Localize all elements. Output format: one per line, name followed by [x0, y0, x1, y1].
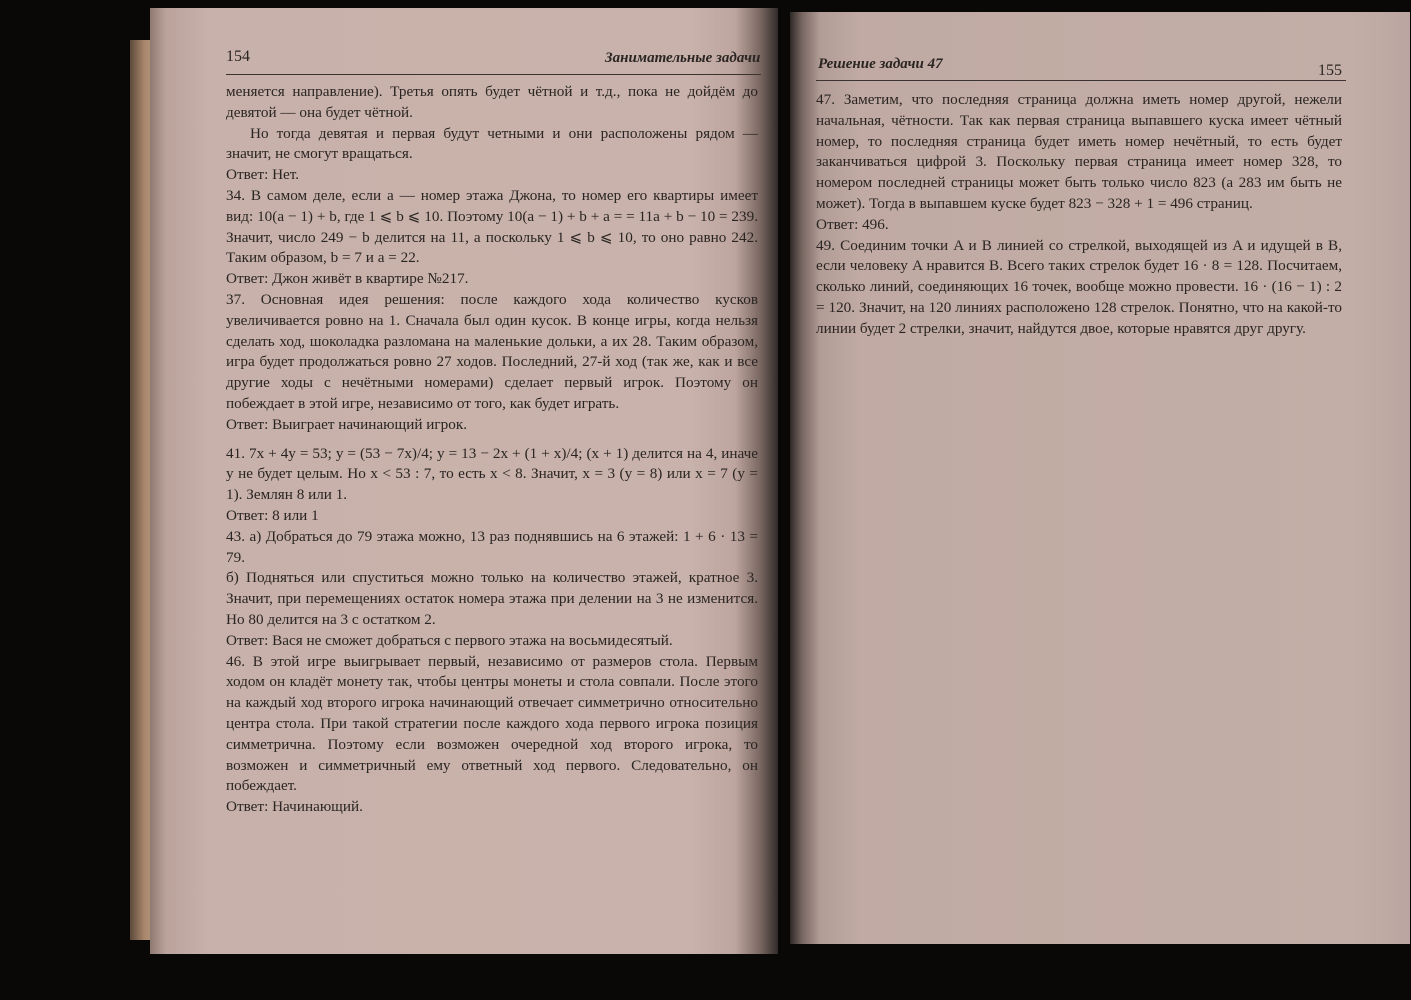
paragraph: 47. Заметим, что последняя страница должна иметь номер другой, нежели начальная, чётности. Так как первая страница выпавшего куска имеет чётный номер, то последняя страница будет иметь номер нечётный, то есть будет заканчиваться цифрой 3. Поскольку первая страница имеет номер 328, то номером последней страницы может быть только число 823 (а 283 им быть не может). Тогда в выпавшем куске будет 823 − 328 + 1 = 496 страниц. [816, 91, 1342, 212]
paragraph: б) Подняться или спуститься можно только на количество этажей, кратное 3. Значит, при перемещениях остаток номера этажа при делении на 3 не изменится. Но 80 делится на 3 с остатком 2. [226, 569, 758, 628]
right-text [816, 90, 1342, 340]
running-title: Решение задачи 47 [818, 56, 943, 72]
answer: Ответ: Вася не сможет добраться с первого этажа на восьмидесятый. [226, 631, 673, 649]
header-rule [226, 74, 761, 75]
answer: Ответ: Джон живёт в квартире №217. [226, 270, 469, 288]
left-text [226, 82, 758, 818]
paragraph: 34. В самом деле, если a — номер этажа Джона, то номер его квартиры имеет вид: 10(a − 1) + b, где 1 ⩽ b ⩽ 10. Поэтому 10(a − 1) + b + a = = 11a + b − 10 = 239. Значит, число 249 − b делится на 11, а поскольку 1 ⩽ b ⩽ 10, то оно равно 242. Таким образом, b = 7 и a = 22. [226, 186, 758, 267]
answer: Ответ: Нет. [226, 166, 300, 184]
left-page [150, 8, 778, 954]
paragraph: 37. Основная идея решения: после каждого хода количество кусков увеличивается ровно на 1. Сначала был один кусок. В конце игры, когда нельзя сделать ход, шоколадка разломана на маленькие дольки, а их 28. Таким образом, игра будет продолжаться ровно 27 ходов. Последний, 27-й ход (так же, как и все другие ходы с нечётными номерами) сделает первый игрок. Поэтому он побеждает в этой игре, независимо от того, как будет играть. [226, 290, 758, 412]
paragraph: 43. а) Добраться до 79 этажа можно, 13 раз поднявшись на 6 этажей: 1 + 6 · 13 = 79. [226, 527, 758, 566]
paragraph: 41. 7x + 4y = 53; y = (53 − 7x)/4; y = 13 − 2x + (1 + x)/4; (x + 1) делится на 4, иначе y не будет целым. Но x < 53 : 7, то есть x < 8. Значит, x = 3 (y = 8) или x = 7 (y = 1). Землян 8 или 1. [226, 444, 758, 504]
running-title: Занимательные задачи [605, 50, 761, 66]
paragraph: 46. В этой игре выигрывает первый, независимо от размеров стола. Первым ходом он кладёт монету так, чтобы центры монеты и стола совпали. После этого на каждый ход второго игрока начинающий отвечает симметрично относительно центра стола. При такой стратегии после каждого хода первого игрока позиция симметрична. Поэтому если возможен очередной ход второго игрока, то возможен и симметричный ему ответный ход первого. Следовательно, он побеждает. [226, 652, 758, 795]
page-number: 154 [226, 48, 250, 65]
answer: Ответ: Выиграет начинающий игрок. [226, 415, 467, 433]
paragraph: Но тогда девятая и первая будут четными и они расположены рядом — значит, не смогут вращаться. [226, 124, 758, 163]
answer: Ответ: Начинающий. [226, 798, 363, 816]
answer: Ответ: 496. [816, 215, 889, 233]
right-page [790, 12, 1410, 944]
answer: Ответ: 8 или 1 [226, 506, 319, 524]
paragraph: 49. Соединим точки A и B линией со стрелкой, выходящей из A и идущей в B, если человеку A нравится B. Всего таких стрелок будет 16 · 8 = 128. Посчитаем, сколько линий, соединяющих 16 точек, вообще можно провести. 16 · (16 − 1) : 2 = 120. Значит, на 120 линиях расположено 128 стрелок. Понятно, что на какой-то линии будет 2 стрелки, значит, найдутся двое, которые нравятся друг другу. [816, 236, 1342, 337]
paragraph: меняется направление). Третья опять будет чётной и т.д., пока не дойдём до девятой — она будет чётной. [226, 83, 758, 121]
header-rule [816, 80, 1346, 81]
page-number: 155 [1318, 62, 1342, 79]
